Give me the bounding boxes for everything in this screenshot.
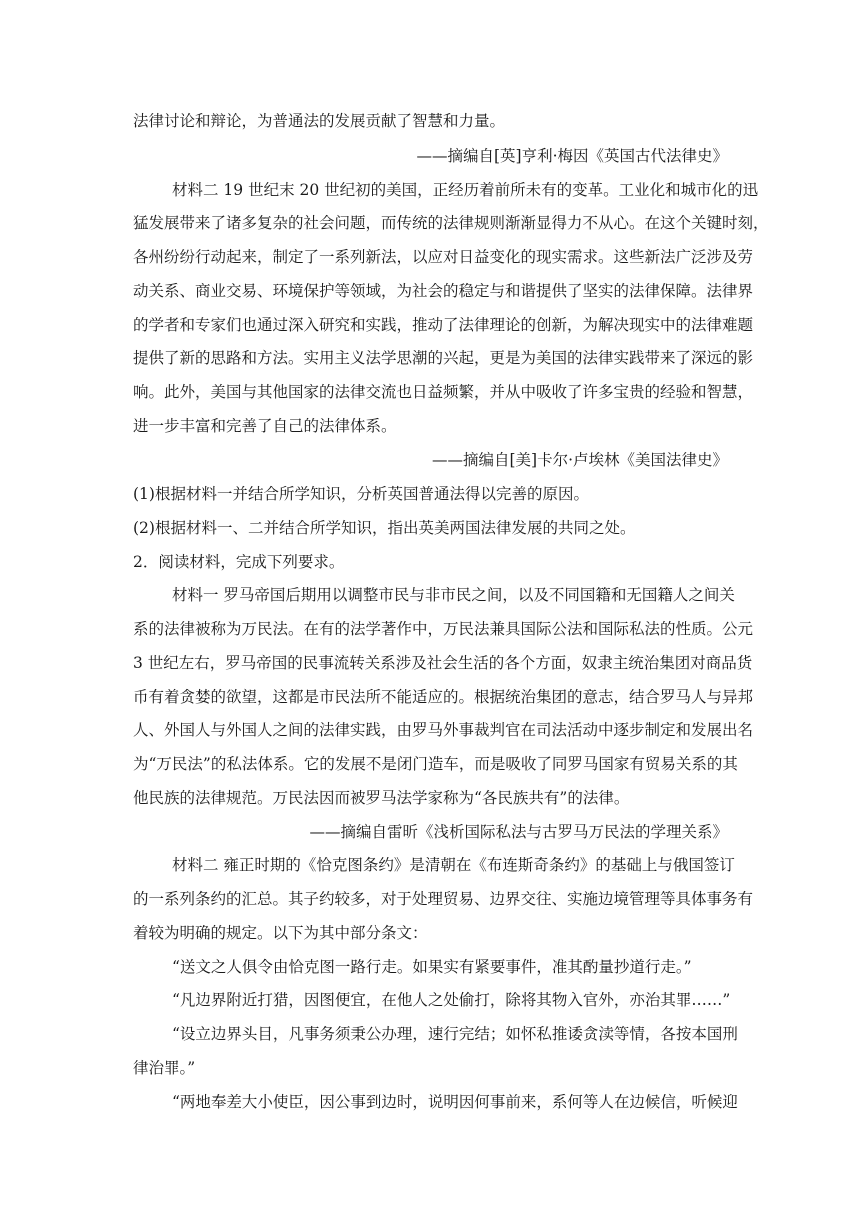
treaty-clause: “凡边界附近打猎，因图便宜，在他人之处偷打，除将其物入官外，亦治其罪……”	[172, 991, 731, 1009]
paragraph-line: 法律讨论和辩论，为普通法的发展贡献了智慧和力量。	[133, 112, 506, 130]
paragraph-line: 动关系、商业交易、环境保护等领域，为社会的稳定与和谐提供了坚实的法律保障。法律界	[133, 282, 754, 300]
paragraph-line: 人、外国人与外国人之间的法律实践，由罗马外事裁判官在司法活动中逐步制定和发展出名	[133, 721, 754, 739]
question-item: (2)根据材料一、二并结合所学知识，指出英美两国法律发展的共同之处。	[133, 519, 636, 537]
paragraph-line: 系的法律被称为万民法。在有的法学著作中，万民法兼具国际公法和国际私法的性质。公元	[133, 620, 754, 638]
treaty-clause: “两地奉差大小使臣，因公事到边时，说明因何事前来，系何等人在边候信，听候迎	[172, 1093, 738, 1111]
treaty-clause: 律治罪。”	[133, 1059, 196, 1077]
paragraph-line: 他民族的法律规范。万民法因而被罗马法学家称为“各民族共有”的法律。	[133, 789, 630, 807]
paragraph-line: 进一步丰富和完善了自己的法律体系。	[133, 417, 397, 435]
question-heading: 2．阅读材料，完成下列要求。	[133, 553, 345, 571]
source-citation: ——摘编自[英]亨利·梅因《英国古代法律史》	[416, 147, 728, 165]
paragraph-line: 的学者和专家们也通过深入研究和实践，推动了法律理论的创新，为解决现实中的法律难题	[133, 316, 754, 334]
treaty-clause: “送文之人俱令由恰克图一路行走。如果实有紧要事件，准其酌量抄道行走。”	[172, 958, 692, 976]
paragraph-line: 各州纷纷行动起来，制定了一系列新法，以应对日益变化的现实需求。这些新法广泛涉及劳	[133, 248, 754, 266]
paragraph-line: 提供了新的思路和方法。实用主义法学思潮的兴起，更是为美国的法律实践带来了深远的影	[133, 349, 754, 367]
paragraph-line: 为“万民法”的私法体系。它的发展不是闭门造车，而是吸收了同罗马国家有贸易关系的其	[133, 755, 738, 773]
paragraph-line: 猛发展带来了诸多复杂的社会问题，而传统的法律规则渐渐显得力不从心。在这个关键时刻，	[133, 214, 769, 232]
paragraph-line: 材料二 19 世纪末 20 世纪初的美国，正经历着前所未有的变革。工业化和城市化的迅	[172, 181, 759, 199]
paragraph-line: 响。此外，美国与其他国家的法律交流也日益频繁，并从中吸收了许多宝贵的经验和智慧，	[133, 383, 754, 401]
paragraph-line: 着较为明确的规定。以下为其中部分条文：	[133, 924, 428, 942]
source-citation: ——摘编自[美]卡尔·卢埃林《美国法律史》	[431, 451, 728, 469]
question-item: (1)根据材料一并结合所学知识，分析英国普通法得以完善的原因。	[133, 485, 589, 503]
source-citation: ——摘编自雷昕《浅析国际私法与古罗马万民法的学理关系》	[309, 823, 728, 841]
paragraph-line: 的一系列条约的汇总。其子约较多，对于处理贸易、边界交往、实施边境管理等具体事务有	[133, 890, 754, 908]
paragraph-line: 3 世纪左右，罗马帝国的民事流转关系涉及社会生活的各个方面，奴隶主统治集团对商品货	[133, 654, 753, 672]
paragraph-line: 材料二 雍正时期的《恰克图条约》是清朝在《布连斯奇条约》的基础上与俄国签订	[172, 856, 735, 874]
treaty-clause: “设立边界头目，凡事务须秉公办理，速行完结；如怀私推诿贪渎等情，各按本国刑	[172, 1025, 738, 1043]
paragraph-line: 材料一 罗马帝国后期用以调整市民与非市民之间，以及不同国籍和无国籍人之间关	[172, 586, 735, 604]
paragraph-line: 币有着贪婪的欲望，这都是市民法所不能适应的。根据统治集团的意志，结合罗马人与异邦	[133, 688, 754, 706]
